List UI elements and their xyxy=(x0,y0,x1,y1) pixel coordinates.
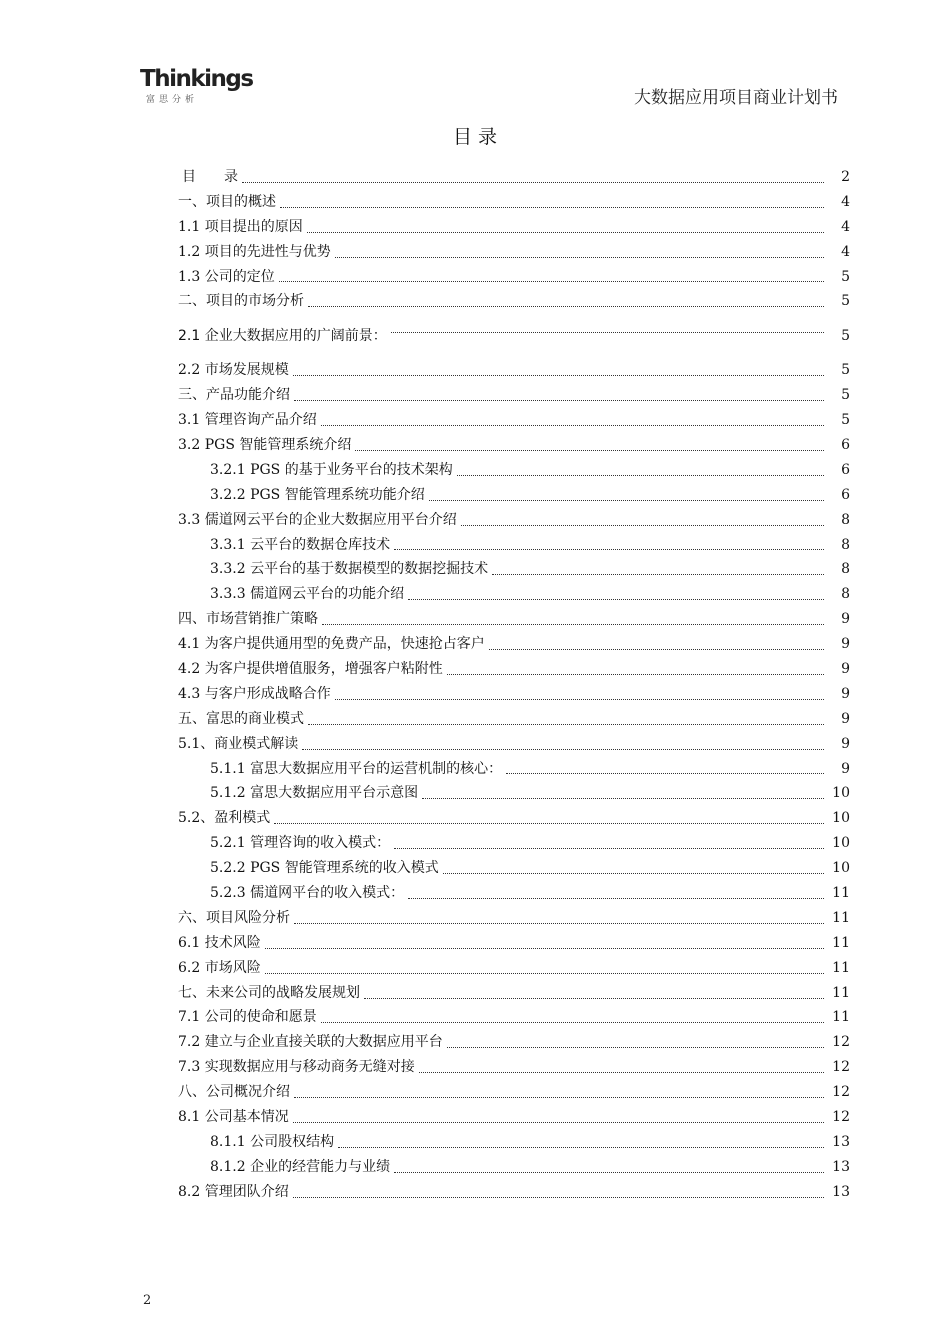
toc-dot-leader xyxy=(447,1047,824,1048)
toc-entry-page: 9 xyxy=(841,685,850,702)
toc-entry-page: 5 xyxy=(841,293,850,310)
toc-dot-leader xyxy=(408,599,824,600)
toc-dot-leader xyxy=(394,549,824,550)
toc-entry[interactable] xyxy=(178,533,850,558)
toc-entry-page: 9 xyxy=(841,636,850,653)
logo-subtext: 富思分析 xyxy=(146,95,199,105)
toc-entry[interactable] xyxy=(178,289,850,314)
toc-entry-page: 11 xyxy=(832,984,850,1001)
toc-dot-leader xyxy=(294,1097,824,1098)
toc-entry-label: 8.1.2 企业的经营能力与业绩 xyxy=(210,1158,391,1175)
toc-entry-label: 5.1.1 富思大数据应用平台的运营机制的核心： xyxy=(210,760,503,777)
toc-entry[interactable] xyxy=(178,607,850,632)
toc-dot-leader xyxy=(422,798,824,799)
toc-entry[interactable] xyxy=(178,881,850,906)
footer-page-number: 2 xyxy=(143,1293,152,1308)
toc-entry[interactable] xyxy=(178,433,850,458)
toc-entry-label: 4.3 与客户形成战略合作 xyxy=(178,685,331,702)
toc-dot-leader xyxy=(274,823,824,824)
toc-entry-page: 11 xyxy=(832,959,850,976)
toc-dot-leader xyxy=(265,948,824,949)
logo-text: Thinkings xyxy=(140,66,253,92)
toc-entry-label: 3.1 管理咨询产品介绍 xyxy=(178,412,317,429)
toc-entry-label: 8.1 公司基本情况 xyxy=(178,1109,289,1126)
toc-entry-page: 11 xyxy=(832,934,850,951)
toc-dot-leader xyxy=(492,574,824,575)
toc-entry-label: 7.2 建立与企业直接关联的大数据应用平台 xyxy=(178,1034,443,1051)
toc-entry-label: 4.1 为客户提供通用型的免费产品，快速抢占客户 xyxy=(178,636,485,653)
toc-entry-page: 9 xyxy=(841,760,850,777)
toc-entry-page: 8 xyxy=(841,536,850,553)
toc-dot-leader xyxy=(364,998,824,999)
toc-dot-leader xyxy=(394,1172,824,1173)
toc-entry-label: 7.3 实现数据应用与移动商务无缝对接 xyxy=(178,1059,415,1076)
toc-entry[interactable] xyxy=(178,856,850,881)
toc-entry[interactable] xyxy=(178,215,850,240)
toc-entry[interactable] xyxy=(178,682,850,707)
toc-dot-leader xyxy=(355,450,824,451)
toc-entry[interactable] xyxy=(178,1055,850,1080)
table-of-contents xyxy=(178,165,850,1205)
toc-dot-leader xyxy=(419,1072,824,1073)
toc-entry[interactable] xyxy=(178,314,850,358)
toc-entry-page: 11 xyxy=(832,885,850,902)
toc-entry-label: 三、产品功能介绍 xyxy=(178,387,290,404)
toc-entry-label: 八、公司概况介绍 xyxy=(178,1084,290,1101)
toc-entry-label: 1.3 公司的定位 xyxy=(178,268,275,285)
toc-entry-label: 5.2.2 PGS 智能管理系统的收入模式 xyxy=(210,860,439,877)
toc-dot-leader xyxy=(447,674,824,675)
toc-entry-page: 2 xyxy=(841,168,850,185)
toc-entry-page: 9 xyxy=(841,611,850,628)
toc-entry[interactable] xyxy=(178,240,850,265)
toc-entry-label: 七、未来公司的战略发展规划 xyxy=(178,984,360,1001)
toc-entry-page: 6 xyxy=(841,461,850,478)
toc-entry-label: 一、项目的概述 xyxy=(178,193,276,210)
toc-entry-label: 5.2.1 管理咨询的收入模式： xyxy=(210,835,391,852)
toc-title: 目 录 xyxy=(452,126,498,148)
toc-entry-page: 5 xyxy=(841,328,850,345)
toc-entry[interactable] xyxy=(178,657,850,682)
toc-entry-page: 4 xyxy=(841,193,850,210)
toc-dot-leader xyxy=(506,773,824,774)
toc-entry-label: 二、项目的市场分析 xyxy=(178,293,304,310)
toc-entry[interactable] xyxy=(178,1030,850,1055)
toc-entry-page: 4 xyxy=(841,218,850,235)
toc-entry[interactable] xyxy=(178,508,850,533)
toc-entry[interactable] xyxy=(178,1105,850,1130)
toc-entry[interactable] xyxy=(178,981,850,1006)
toc-entry-label: 3.3.2 云平台的基于数据模型的数据挖掘技术 xyxy=(210,561,489,578)
toc-entry[interactable] xyxy=(178,458,850,483)
toc-entry[interactable] xyxy=(178,906,850,931)
toc-entry-label: 3.2.2 PGS 智能管理系统功能介绍 xyxy=(210,486,425,503)
toc-entry-label: 五、富思的商业模式 xyxy=(178,710,304,727)
toc-dot-leader xyxy=(489,649,824,650)
toc-entry-page: 10 xyxy=(832,810,850,827)
toc-entry-label: 3.3.3 儒道网云平台的功能介绍 xyxy=(210,586,405,603)
toc-entry[interactable] xyxy=(178,1155,850,1180)
toc-entry[interactable] xyxy=(178,931,850,956)
toc-dot-leader xyxy=(308,724,824,725)
company-logo xyxy=(140,66,253,106)
toc-entry-page: 5 xyxy=(841,387,850,404)
toc-entry-label: 8.1.1 公司股权结构 xyxy=(210,1133,335,1150)
toc-dot-leader xyxy=(321,425,824,426)
toc-dot-leader xyxy=(429,500,824,501)
toc-dot-leader xyxy=(408,898,824,899)
toc-entry-label: 6.1 技术风险 xyxy=(178,934,261,951)
toc-entry-label: 7.1 公司的使命和愿景 xyxy=(178,1009,317,1026)
toc-entry-label: 5.2.3 儒道网平台的收入模式： xyxy=(210,885,405,902)
toc-entry-page: 11 xyxy=(832,909,850,926)
toc-entry-label: 2.2 市场发展规模 xyxy=(178,362,289,379)
toc-entry-page: 13 xyxy=(832,1133,850,1150)
toc-dot-leader xyxy=(338,1147,824,1148)
toc-entry[interactable] xyxy=(178,1180,850,1205)
toc-entry-page: 12 xyxy=(832,1034,850,1051)
toc-entry-page: 9 xyxy=(841,661,850,678)
toc-dot-leader xyxy=(457,475,824,476)
toc-entry-page: 11 xyxy=(832,1009,850,1026)
toc-entry-label: 3.3.1 云平台的数据仓库技术 xyxy=(210,536,391,553)
toc-dot-leader xyxy=(307,232,824,233)
toc-entry-label: 2.1 企业大数据应用的广阔前景： xyxy=(178,328,387,345)
toc-entry-label: 1.2 项目的先进性与优势 xyxy=(178,243,331,260)
toc-entry-page: 9 xyxy=(841,710,850,727)
toc-entry[interactable] xyxy=(178,582,850,607)
toc-dot-leader xyxy=(242,182,824,183)
toc-entry-page: 8 xyxy=(841,586,850,603)
toc-entry[interactable] xyxy=(178,831,850,856)
toc-entry-page: 12 xyxy=(832,1059,850,1076)
toc-entry-page: 10 xyxy=(832,860,850,877)
toc-entry[interactable] xyxy=(178,632,850,657)
toc-dot-leader xyxy=(293,1122,824,1123)
toc-entry-page: 8 xyxy=(841,561,850,578)
toc-entry-page: 5 xyxy=(841,412,850,429)
toc-entry-page: 6 xyxy=(841,486,850,503)
toc-entry-page: 10 xyxy=(832,785,850,802)
toc-entry-label: 5.1、商业模式解读 xyxy=(178,735,299,752)
toc-dot-leader xyxy=(294,400,824,401)
toc-dot-leader xyxy=(335,699,824,700)
toc-entry-page: 9 xyxy=(841,735,850,752)
toc-entry-label: 目 录 xyxy=(182,168,238,185)
toc-dot-leader xyxy=(293,1197,824,1198)
toc-entry[interactable] xyxy=(178,165,850,190)
document-header-title: 大数据应用项目商业计划书 xyxy=(634,88,838,108)
toc-entry-label: 3.2.1 PGS 的基于业务平台的技术架构 xyxy=(210,461,453,478)
toc-entry[interactable] xyxy=(178,265,850,290)
toc-entry-page: 6 xyxy=(841,437,850,453)
toc-entry-page: 12 xyxy=(832,1084,850,1101)
toc-entry[interactable] xyxy=(178,1080,850,1105)
toc-entry-label: 3.2 PGS 智能管理系统介绍 xyxy=(178,437,352,453)
toc-entry-page: 8 xyxy=(841,511,850,528)
toc-dot-leader xyxy=(322,624,824,625)
toc-entry-label: 4.2 为客户提供增值服务，增强客户粘附性 xyxy=(178,661,443,678)
toc-entry[interactable] xyxy=(178,358,850,383)
toc-entry[interactable] xyxy=(178,557,850,582)
toc-entry[interactable] xyxy=(178,757,850,782)
toc-dot-leader xyxy=(443,873,824,874)
toc-entry-page: 13 xyxy=(832,1183,850,1200)
toc-dot-leader xyxy=(335,257,824,258)
toc-entry[interactable] xyxy=(178,956,850,981)
toc-dot-leader xyxy=(302,749,824,750)
toc-entry-label: 5.2、盈利模式 xyxy=(178,810,271,827)
toc-dot-leader xyxy=(391,332,824,333)
toc-entry[interactable] xyxy=(178,190,850,215)
toc-dot-leader xyxy=(293,375,824,376)
toc-dot-leader xyxy=(265,973,824,974)
toc-entry[interactable] xyxy=(178,732,850,757)
toc-entry-page: 5 xyxy=(841,268,850,285)
toc-entry[interactable] xyxy=(178,1006,850,1031)
toc-entry[interactable] xyxy=(178,781,850,806)
toc-dot-leader xyxy=(294,923,824,924)
toc-entry-label: 1.1 项目提出的原因 xyxy=(178,218,303,235)
toc-entry-page: 12 xyxy=(832,1109,850,1126)
toc-entry-label: 6.2 市场风险 xyxy=(178,959,261,976)
toc-entry[interactable] xyxy=(178,1130,850,1155)
toc-entry-label: 5.1.2 富思大数据应用平台示意图 xyxy=(210,785,419,802)
toc-entry-page: 5 xyxy=(841,362,850,379)
toc-dot-leader xyxy=(321,1022,824,1023)
toc-entry-label: 3.3 儒道网云平台的企业大数据应用平台介绍 xyxy=(178,511,457,528)
toc-entry-label: 四、市场营销推广策略 xyxy=(178,611,318,628)
toc-entry-page: 10 xyxy=(832,835,850,852)
toc-dot-leader xyxy=(461,525,824,526)
toc-entry-page: 13 xyxy=(832,1158,850,1175)
toc-entry[interactable] xyxy=(178,483,850,508)
toc-dot-leader xyxy=(279,281,824,282)
toc-dot-leader xyxy=(394,848,824,849)
toc-entry[interactable] xyxy=(178,408,850,433)
toc-entry-label: 8.2 管理团队介绍 xyxy=(178,1183,289,1200)
toc-dot-leader xyxy=(308,306,824,307)
toc-entry-page: 4 xyxy=(841,243,850,260)
toc-dot-leader xyxy=(280,207,824,208)
toc-entry[interactable] xyxy=(178,806,850,831)
toc-entry[interactable] xyxy=(178,707,850,732)
toc-entry-label: 六、项目风险分析 xyxy=(178,909,290,926)
toc-entry[interactable] xyxy=(178,383,850,408)
